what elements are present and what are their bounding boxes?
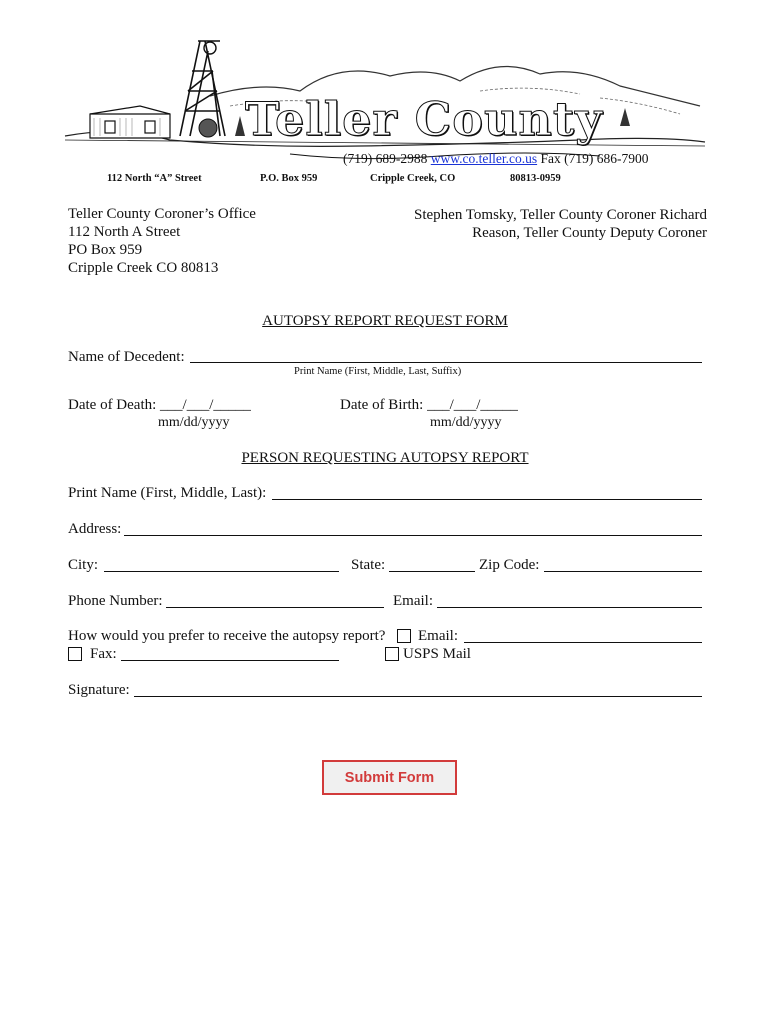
office-address xyxy=(68,205,256,277)
address-label: Address: xyxy=(68,521,122,537)
phone-label: Phone Number: xyxy=(68,593,163,609)
coroner-line-1: Stephen Tomsky, Teller County Coroner Richard xyxy=(414,207,707,223)
signature-field[interactable] xyxy=(134,696,702,697)
date-of-birth-format: mm/dd/yyyy xyxy=(430,415,502,430)
email-field[interactable] xyxy=(437,607,702,608)
website-link[interactable]: www.co.teller.co.us xyxy=(430,151,538,166)
office-po-box: PO Box 959 xyxy=(68,242,143,258)
date-of-death-field[interactable]: Date of Death: ___/___/_____ xyxy=(68,397,251,413)
email-option-label: Email: xyxy=(418,628,458,644)
requester-name-field[interactable] xyxy=(272,499,702,500)
fax-option-label: Fax: xyxy=(90,646,117,662)
delivery-fax-field[interactable] xyxy=(121,660,339,661)
email-option-checkbox[interactable] xyxy=(397,629,411,643)
email-label: Email: xyxy=(393,593,433,609)
address-field[interactable] xyxy=(124,535,702,536)
form-title: AUTOPSY REPORT REQUEST FORM xyxy=(262,313,508,329)
print-name-label: Print Name (First, Middle, Last): xyxy=(68,485,267,501)
city-field[interactable] xyxy=(104,571,339,572)
header-city: Cripple Creek, CO xyxy=(370,173,456,184)
decedent-hint: Print Name (First, Middle, Last, Suffix) xyxy=(294,366,462,377)
decedent-label: Name of Decedent: xyxy=(68,349,185,365)
fax-number: Fax (719) 686-7900 xyxy=(540,151,649,166)
decedent-name-field[interactable] xyxy=(190,362,702,363)
signature-label: Signature: xyxy=(68,682,130,698)
office-city: Cripple Creek CO 80813 xyxy=(68,260,219,276)
coroner-names xyxy=(380,206,707,242)
requester-section-title: PERSON REQUESTING AUTOPSY REPORT xyxy=(241,450,529,466)
submit-form-button[interactable]: Submit Form xyxy=(322,760,457,795)
state-field[interactable] xyxy=(389,571,475,572)
phone-field[interactable] xyxy=(166,607,384,608)
header-zip: 80813-0959 xyxy=(510,173,561,184)
fax-option-checkbox[interactable] xyxy=(68,647,82,661)
logo-wordmark: Teller County xyxy=(245,92,603,146)
date-of-birth-field[interactable]: Date of Birth: ___/___/_____ xyxy=(340,397,518,413)
state-label: State: xyxy=(351,557,386,573)
office-street: 112 North A Street xyxy=(68,224,181,240)
usps-option-checkbox[interactable] xyxy=(385,647,399,661)
phone-number: (719) 689-2988 xyxy=(343,151,428,166)
header-po-box: P.O. Box 959 xyxy=(260,173,318,184)
zip-label: Zip Code: xyxy=(479,557,540,573)
date-of-death-format: mm/dd/yyyy xyxy=(158,415,230,430)
coroner-line-2: Reason, Teller County Deputy Coroner xyxy=(472,225,707,241)
delivery-preference-label: How would you prefer to receive the autopsy report? xyxy=(68,628,386,644)
zip-field[interactable] xyxy=(544,571,702,572)
city-label: City: xyxy=(68,557,99,573)
usps-option-label: USPS Mail xyxy=(403,646,471,662)
delivery-email-field[interactable] xyxy=(464,642,702,643)
contact-line xyxy=(343,151,648,167)
header-street: 112 North “A” Street xyxy=(107,173,202,184)
office-name: Teller County Coroner’s Office xyxy=(68,206,256,222)
